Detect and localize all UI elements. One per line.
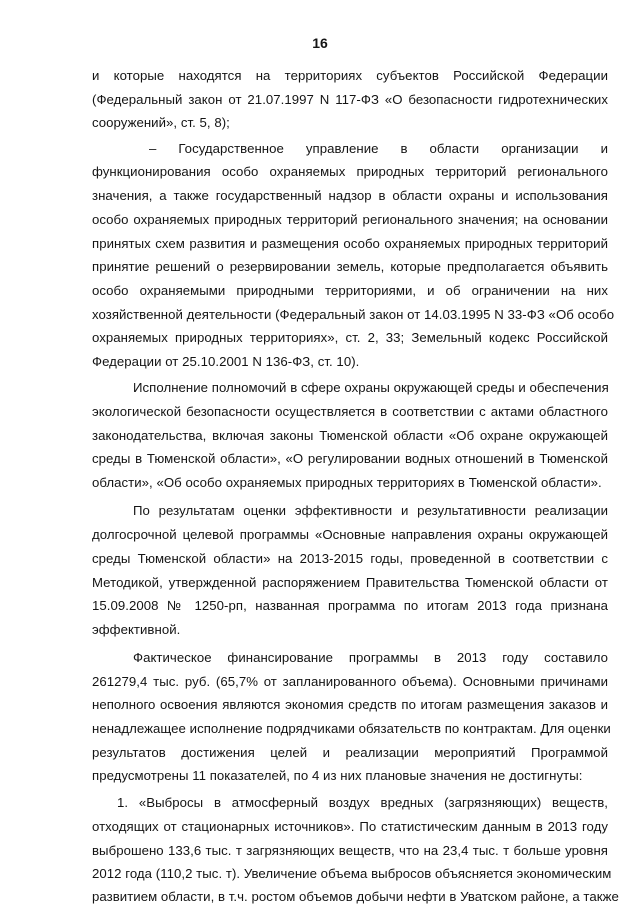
text-line: хозяйственной деятельности (Федеральный закон от 14.03.1995 N 33-ФЗ «Об особо [92, 307, 615, 322]
text-line: экологической безопасности осуществляется в соответствии с актами областного [92, 404, 608, 419]
text-line: сооружений», ст. 5, 8); [92, 115, 230, 130]
text-line: и которые находятся на территориях субъектов Российской Федерации [92, 68, 608, 83]
text-line: функционирования особо охраняемых природных территорий регионального [92, 164, 608, 179]
text-line: 2012 года (110,2 тыс. т). Увеличение объема выбросов объясняется экономическим [92, 866, 612, 881]
text-line: отходящих от стационарных источников». По статистическим данным в 2013 году [92, 819, 608, 834]
text-line: эффективной. [92, 622, 181, 637]
text-line: Фактическое финансирование программы в 2013 году составило [133, 650, 608, 665]
text-line: По результатам оценки эффективности и результативности реализации [133, 503, 608, 518]
text-line: 15.09.2008 № 1250-рп, названная программа по итогам 2013 года признана [92, 598, 608, 613]
text-line: ненадлежащее исполнение подрядчиками обязательств по контрактам. Для оценки [92, 721, 611, 736]
text-line: выброшено 133,6 тыс. т загрязняющих веществ, что на 23,4 тыс. т больше уровня [92, 843, 608, 858]
text-line: среды Тюменской области» на 2013-2015 годы, проведенной в соответствии с [92, 551, 608, 566]
text-line: законодательства, включая законы Тюменской области «Об охране окружающей [92, 428, 608, 443]
text-line: результатов достижения целей и реализации мероприятий Программой [92, 745, 608, 760]
text-line: 261279,4 тыс. руб. (65,7% от запланированного объема). Основными причинами [92, 674, 608, 689]
text-line: Методикой, утвержденной распоряжением Правительства Тюменской области от [92, 575, 608, 590]
text-line: особо охраняемыми природными территориями, и об ограничении на них [92, 283, 608, 298]
text-line: Исполнение полномочий в сфере охраны окружающей среды и обеспечения [133, 380, 609, 395]
text-line: охраняемых природных территориях», ст. 2, 33; Земельный кодекс Российской [92, 330, 608, 345]
text-line: 1. «Выбросы в атмосферный воздух вредных (загрязняющих) веществ, [117, 795, 608, 810]
text-line: неполного освоения являются экономия средств по итогам размещения заказов и [92, 697, 608, 712]
text-line: среды в Тюменской области», «О регулировании водных отношений в Тюменской [92, 451, 608, 466]
text-line: (Федеральный закон от 21.07.1997 N 117-ФЗ «О безопасности гидротехнических [92, 92, 608, 107]
text-line: значения, а также государственный надзор в области охраны и использования [92, 188, 608, 203]
page-number: 16 [312, 35, 328, 51]
text-line: предусмотрены 11 показателей, по 4 из них плановые значения не достигнуты: [92, 768, 583, 783]
text-line: особо охраняемых природных территорий регионального значения; на основании [92, 212, 608, 227]
text-line: принятых схем развития и размещения особо охраняемых природных территорий [92, 236, 608, 251]
text-line: долгосрочной целевой программы «Основные направления охраны окружающей [92, 527, 608, 542]
text-line: Федерации от 25.10.2001 N 136-ФЗ, ст. 10). [92, 354, 360, 369]
text-line: принятие решений о резервировании земель, которые предполагается объявить [92, 259, 608, 274]
text-line: – Государственное управление в области организации и [149, 141, 608, 156]
text-line: области», «Об особо охраняемых природных территориях в Тюменской области». [92, 475, 602, 490]
text-line: развитием области, в т.ч. ростом объемов добычи нефти в Уватском районе, а также [92, 889, 619, 904]
